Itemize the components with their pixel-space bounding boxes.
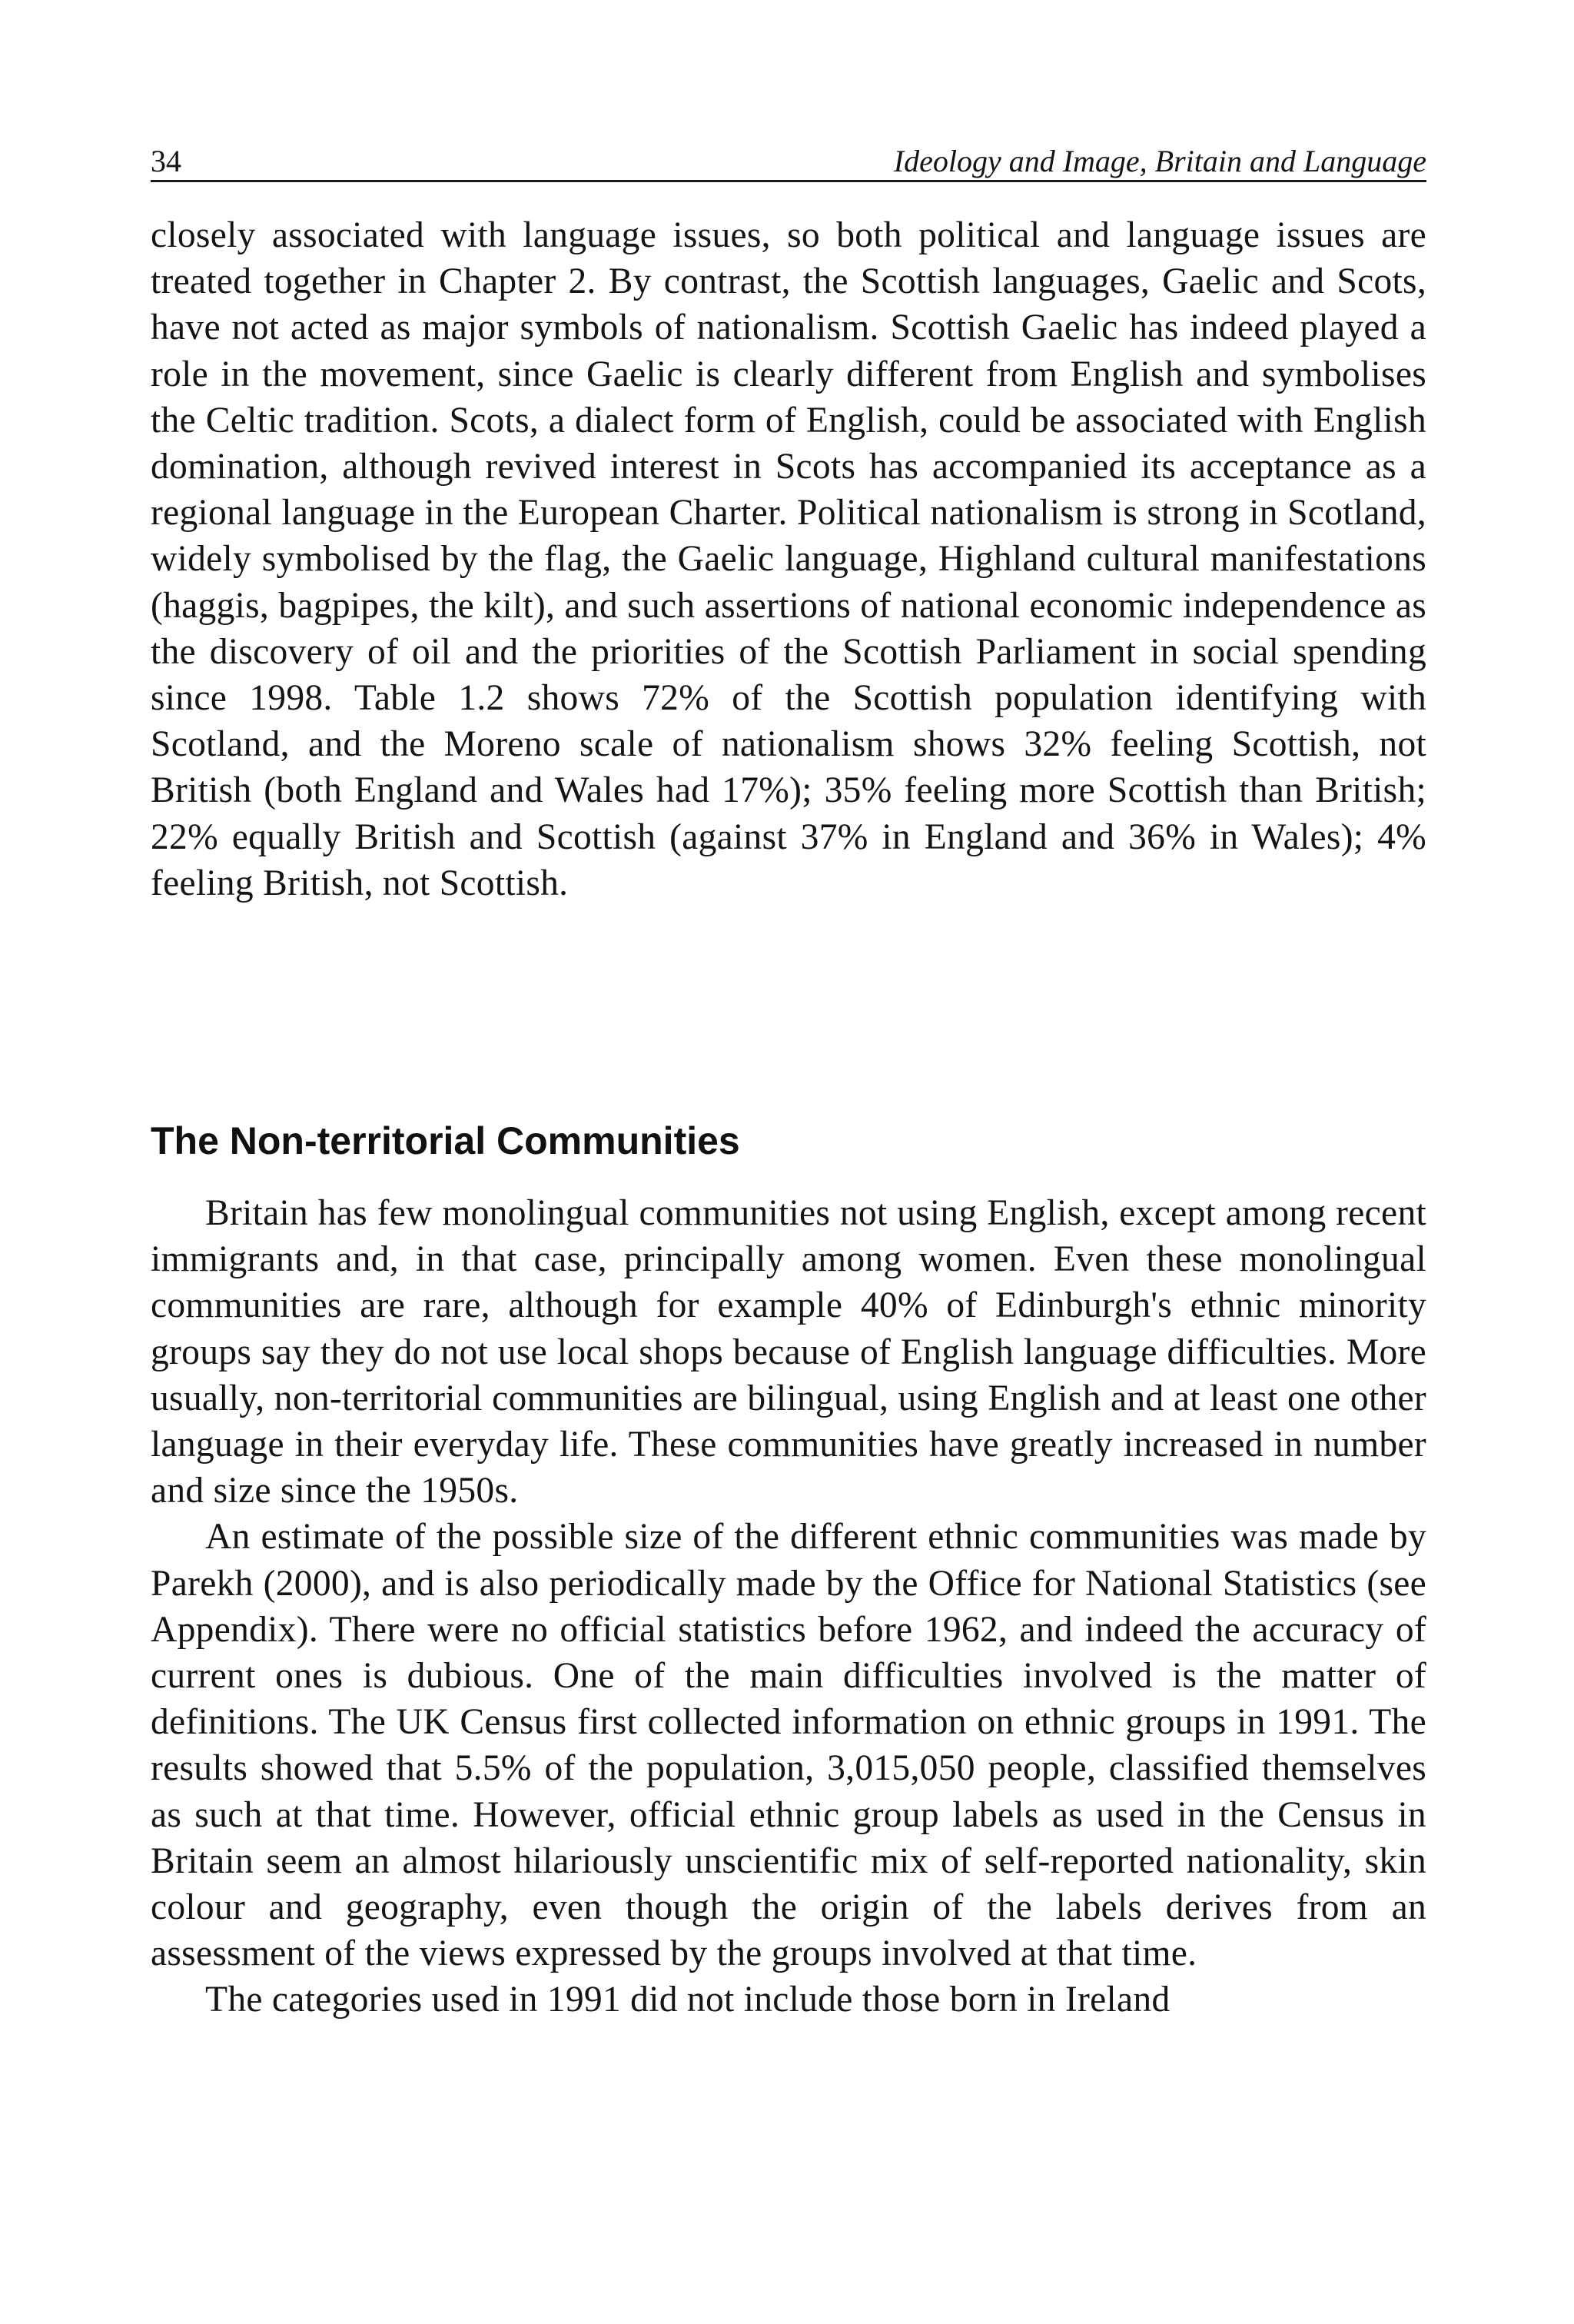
paragraph-ethnic-estimates: An estimate of the possible size of the different ethnic communities was made by Parekh (2000), and is also periodically made by the Office for National Statistics (see Appendix). There were no official statistics before 1962, and indeed the accuracy of current ones is dubious. One of the main difficulties involved is the matter of definitions. The UK Census first collected information on ethnic groups in 1991. The results showed that 5.5% of the population, 3,015,050 people, classified themselves as such at that time. However, official ethnic group labels as used in the Census in Britain seem an almost hilariously unscientific mix of self-reported nationality, skin colour and geography, even though the origin of the labels derives from an assessment of the views expressed by the groups involved at that time. [151,1517,1426,1974]
paragraph-census-categories: The categories used in 1991 did not include those born in Ireland [205,1980,1171,2020]
paragraph-scottish-nationalism: closely associated with language issues, so both political and language issues are treated together in Chapter 2. By contrast, the Scottish languages, Gaelic and Scots, have not acted as major symbols of nationalism. Scottish Gaelic has indeed played a role in the movement, since Gaelic is clearly different from English and symbolises the Celtic tradition. Scots, a dialect form of English, could be associated with English domination, although revived interest in Scots has accompanied its acceptance as a regional language in the European Charter. Political nationalism is strong in Scotland, widely symbolised by the flag, the Gaelic language, Highland cultural manifestations (haggis, bagpipes, the kilt), and such assertions of national economic independence as the discovery of oil and the priorities of the Scottish Parliament in social spending since 1998. Table 1.2 shows 72% of the Scottish population identifying with Scotland, and the Moreno scale of nationalism shows 32% feeling Scottish, not British (both England and Wales had 17%); 35% feeling more Scottish than British; 22% equally British and Scottish (against 37% in England and 36% in Wales); 4% feeling British, not Scottish. [151,215,1426,903]
paragraph-monolingual-communities: Britain has few monolingual communities not using English, except among recent immigrants and, in that case, principally among women. Even these monolingual communities are rare, although for example 40% of Edinburgh's ethnic minority groups say they do not use local shops because of English language difficulties. More usually, non-territorial communities are bilingual, using English and at least one other language in their everyday life. These communities have greatly increased in number and size since the 1950s. [151,1193,1426,1511]
body-block-top [151,212,1426,906]
running-head [151,146,1426,182]
page-number: 34 [151,144,181,178]
running-title: Ideology and Image, Britain and Language [893,144,1426,178]
section-heading: The Non-territorial Communities [151,1119,740,1162]
body-block-section [151,1190,1426,2023]
